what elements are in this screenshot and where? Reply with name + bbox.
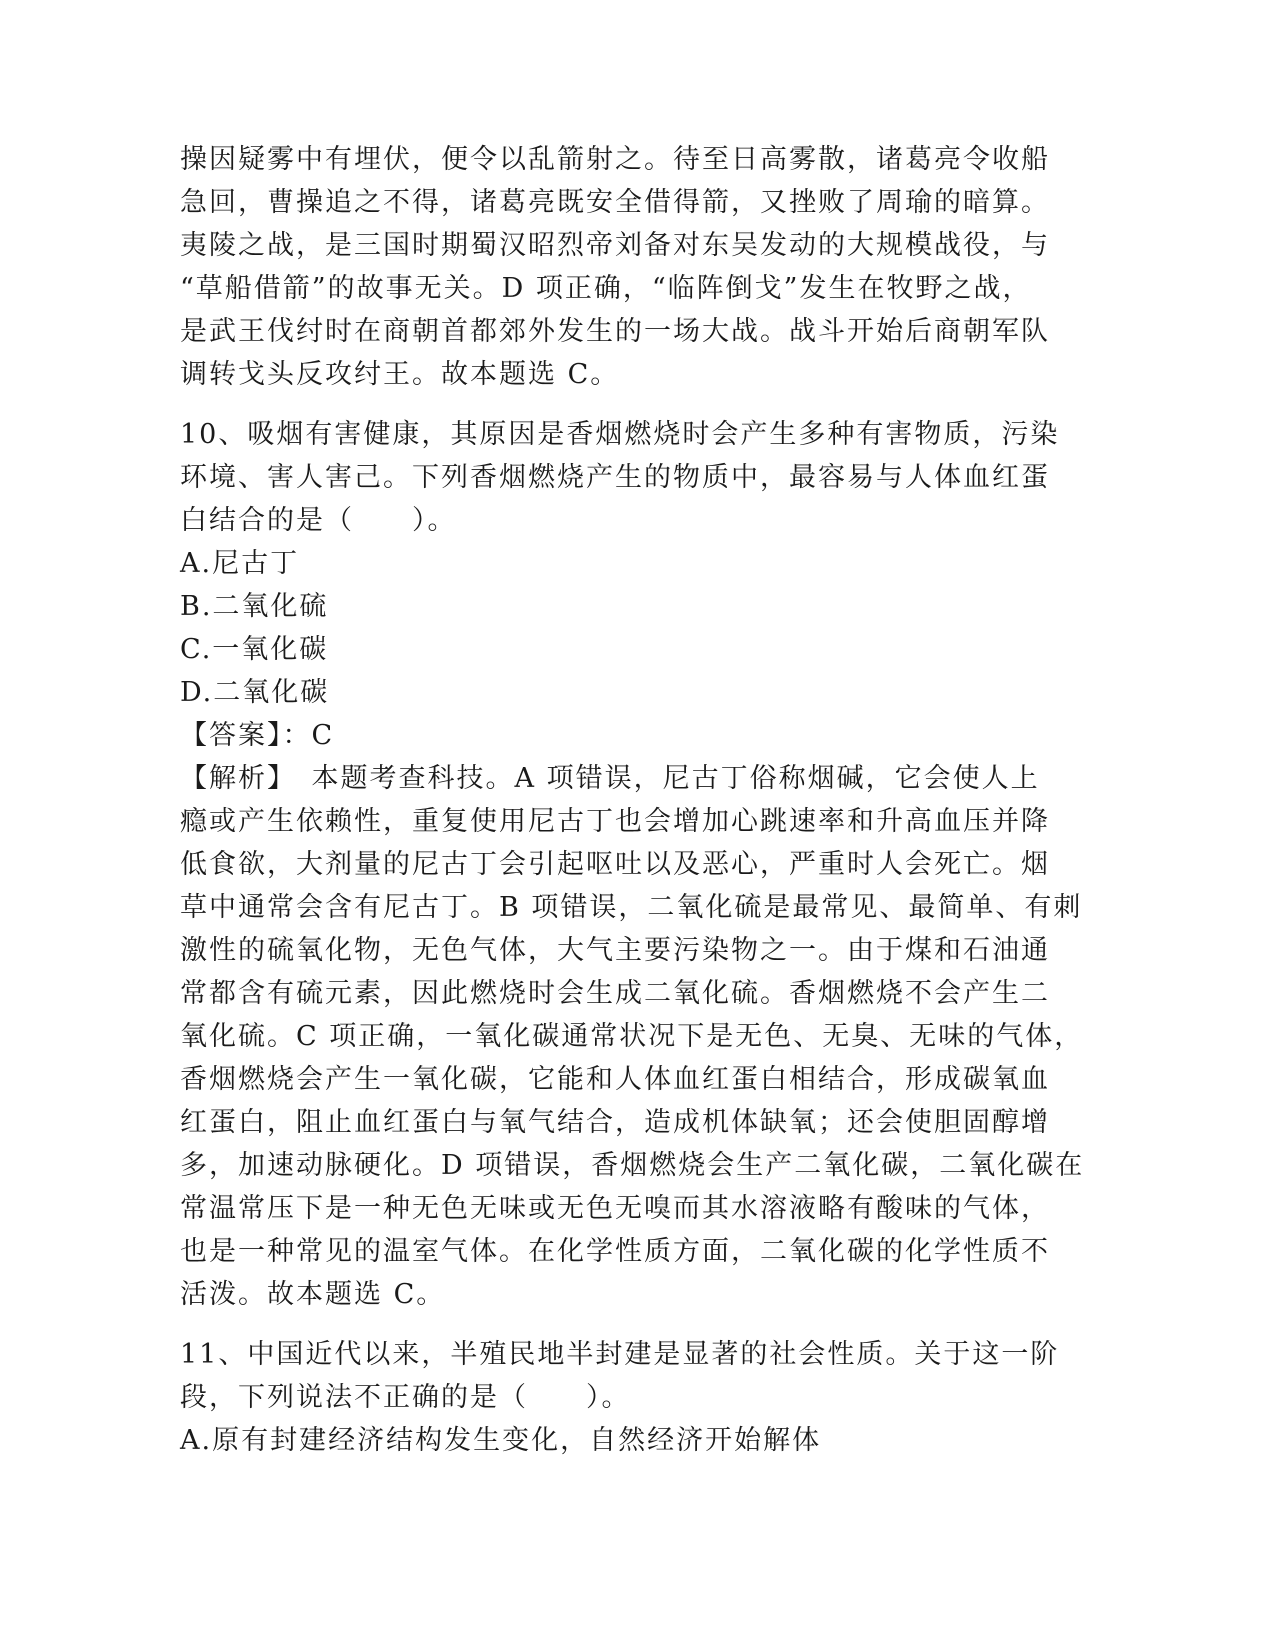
text-line: 调转戈头反攻纣王。故本题选 C。 (180, 359, 620, 390)
text-line: 香烟燃烧会产生一氧化碳，它能和人体血红蛋白相结合，形成碳氧血 (180, 1064, 1050, 1095)
text-line: 活泼。故本题选 C。 (180, 1279, 446, 1310)
text-line: “草船借箭”的故事无关。D 项正确，“临阵倒戈”发生在牧野之战， (180, 273, 1032, 304)
paragraph-gap (180, 396, 1060, 413)
option-c: C.一氧化碳 (180, 634, 329, 665)
text-line: 环境、害人害己。下列香烟燃烧产生的物质中，最容易与人体血红蛋 (180, 462, 1050, 493)
text-line: 白结合的是（ ）。 (180, 505, 457, 536)
document-page (180, 138, 1085, 1462)
text-line: 11、中国近代以来，半殖民地半封建是显著的社会性质。关于这一阶 (180, 1339, 1060, 1370)
option-list (180, 1419, 1060, 1462)
question-stem (180, 1333, 1060, 1419)
option-a: A.尼古丁 (180, 548, 300, 579)
text-line: 10、吸烟有害健康，其原因是香烟燃烧时会产生多种有害物质，污染 (180, 419, 1060, 450)
text-line: 常都含有硫元素，因此燃烧时会生成二氧化硫。香烟燃烧不会产生二 (180, 978, 1050, 1009)
text-line: 【解析】 本题考查科技。A 项错误，尼古丁俗称烟碱，它会使人上 (180, 763, 1040, 794)
text-line: 急回，曹操追之不得，诸葛亮既安全借得箭，又挫败了周瑜的暗算。 (180, 187, 1050, 218)
text-line: 夷陵之战，是三国时期蜀汉昭烈帝刘备对东吴发动的大规模战役，与 (180, 230, 1050, 261)
text-line: 常温常压下是一种无色无味或无色无嗅而其水溶液略有酸味的气体， (180, 1193, 1050, 1224)
text-line: 红蛋白，阻止血红蛋白与氧气结合，造成机体缺氧；还会使胆固醇增 (180, 1107, 1050, 1138)
option-b: B.二氧化硫 (180, 591, 329, 622)
analysis (180, 757, 1085, 1316)
text-line: 段，下列说法不正确的是（ ）。 (180, 1382, 631, 1413)
answer: 【答案】：C (180, 720, 335, 751)
paragraph-gap (180, 1316, 1060, 1333)
text-line: 瘾或产生依赖性，重复使用尼古丁也会增加心跳速率和升高血压并降 (180, 806, 1050, 837)
text-line: 多，加速动脉硬化。D 项错误，香烟燃烧会生产二氧化碳，二氧化碳在 (180, 1150, 1085, 1181)
text-line: 激性的硫氧化物，无色气体，大气主要污染物之一。由于煤和石油通 (180, 935, 1050, 966)
option-list (180, 542, 1060, 714)
question-11 (180, 1333, 1060, 1462)
option-d: D.二氧化碳 (180, 677, 330, 708)
text-line: 低食欲，大剂量的尼古丁会引起呕吐以及恶心，严重时人会死亡。烟 (180, 849, 1050, 880)
text-line: 操因疑雾中有埋伏，便令以乱箭射之。待至日高雾散，诸葛亮令收船 (180, 144, 1050, 175)
prev-explanation (180, 138, 1060, 396)
question-10 (180, 413, 1085, 1316)
option-a: A.原有封建经济结构发生变化，自然经济开始解体 (180, 1425, 822, 1456)
text-line: 也是一种常见的温室气体。在化学性质方面，二氧化碳的化学性质不 (180, 1236, 1050, 1267)
text-line: 是武王伐纣时在商朝首都郊外发生的一场大战。战斗开始后商朝军队 (180, 316, 1050, 347)
text-line: 氧化硫。C 项正确，一氧化碳通常状况下是无色、无臭、无味的气体， (180, 1021, 1084, 1052)
question-stem (180, 413, 1060, 542)
text-line: 草中通常会含有尼古丁。B 项错误，二氧化硫是最常见、最简单、有刺 (180, 892, 1083, 923)
